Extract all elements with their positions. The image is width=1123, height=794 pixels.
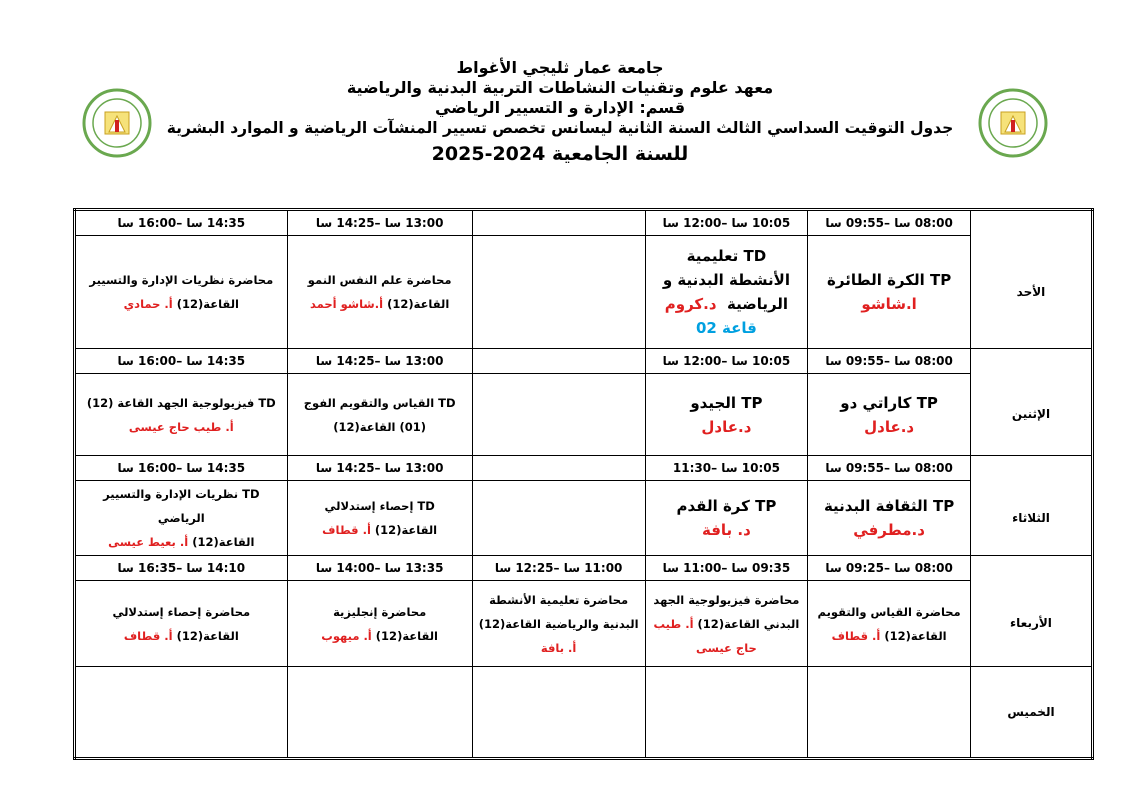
time-slot: 08:00 سا –09:25 سا — [808, 556, 971, 581]
session-cell: محاضرة القياس والتقويم القاعة(12) أ. قطاف — [808, 581, 971, 667]
university-name: جامعة عمار ثليجي الأغواط — [456, 58, 664, 77]
sunday-time-row — [75, 210, 1093, 236]
empty-cell — [645, 667, 808, 759]
session-cell: TP كرة القدم د. بافة — [645, 481, 808, 556]
session-cell: محاضرة تعليمية الأنشطة البدنية والرياضية القاعة(12) أ. بافة — [472, 581, 645, 667]
time-slot: 09:35 سا –11:00 سا — [645, 556, 808, 581]
empty-cell — [287, 667, 472, 759]
university-seal-logo-left — [82, 88, 152, 158]
time-slot: 13:00 سا –14:25 سا — [287, 210, 472, 236]
monday-content-row — [75, 374, 1093, 456]
time-slot: 08:00 سا –09:55 سا — [808, 349, 971, 374]
tuesday-time-row — [75, 456, 1093, 481]
day-label-tuesday: الثلاثاء — [970, 481, 1092, 556]
monday-time-row — [75, 349, 1093, 374]
time-slot — [472, 456, 645, 481]
day-label-thursday: الخميس — [970, 667, 1092, 759]
day-label-monday: الإثنين — [970, 374, 1092, 456]
session-cell: TP كاراتي دو د.عادل — [808, 374, 971, 456]
session-cell: محاضرة فيزيولوجية الجهد البدني القاعة(12) أ. طيب حاج عيسى — [645, 581, 808, 667]
day-cell-top — [970, 456, 1092, 481]
empty-cell — [472, 667, 645, 759]
session-cell: TD نظريات الإدارة والتسيير الرياضي القاعة(12) أ. بعيط عيسى — [75, 481, 288, 556]
time-slot: 13:35 سا –14:00 سا — [287, 556, 472, 581]
time-slot: 14:35 سا –16:00 سا — [75, 456, 288, 481]
empty-cell — [75, 667, 288, 759]
time-slot — [472, 210, 645, 236]
time-slot: 14:35 سا –16:00 سا — [75, 349, 288, 374]
wednesday-content-row — [75, 581, 1093, 667]
session-cell: TP الثقافة البدنية د.مطرفي — [808, 481, 971, 556]
time-slot: 13:00 سا –14:25 سا — [287, 349, 472, 374]
day-cell-top — [970, 210, 1092, 236]
tuesday-content-row — [75, 481, 1093, 556]
wednesday-time-row — [75, 556, 1093, 581]
session-cell: TD إحصاء إستدلالي القاعة(12) أ. قطاف — [287, 481, 472, 556]
time-slot: 14:10 سا –16:35 سا — [75, 556, 288, 581]
university-seal-logo-right — [978, 88, 1048, 158]
department-name: قسم: الإدارة و التسيير الرياضي — [434, 98, 686, 117]
day-cell-top — [970, 349, 1092, 374]
empty-cell — [472, 374, 645, 456]
session-cell: محاضرة علم النفس النمو القاعة(12) أ.شاشو أحمد — [287, 236, 472, 349]
time-slot: 10:05 سا –12:00 سا — [645, 349, 808, 374]
time-slot: 13:00 سا –14:25 سا — [287, 456, 472, 481]
schedule-header — [140, 58, 980, 167]
time-slot: 08:00 سا –09:55 سا — [808, 210, 971, 236]
time-slot: 11:00 سا –12:25 سا — [472, 556, 645, 581]
session-cell: محاضرة إنجليزية القاعة(12) أ. ميهوب — [287, 581, 472, 667]
day-cell-top — [970, 556, 1092, 581]
schedule-title: جدول التوقيت السداسي الثالث السنة الثانية ليسانس تخصص تسيير المنشآت الرياضية و الموارد البشرية — [166, 119, 954, 137]
institute-name: معهد علوم وتقنيات النشاطات التربية البدنية والرياضية — [346, 78, 774, 97]
academic-year: للسنة الجامعية 2024-2025 — [431, 143, 689, 165]
thursday-row — [75, 667, 1093, 759]
session-cell: TD فيزيولوجية الجهد القاعة (12) أ. طيب حاج عيسى — [75, 374, 288, 456]
time-slot: 10:05 سا –11:30 — [645, 456, 808, 481]
time-slot: 10:05 سا –12:00 سا — [645, 210, 808, 236]
sunday-content-row — [75, 236, 1093, 349]
session-cell: TP الجيدو د.عادل — [645, 374, 808, 456]
empty-cell — [808, 667, 971, 759]
session-cell: محاضرة إحصاء إستدلالي القاعة(12) أ. قطاف — [75, 581, 288, 667]
session-cell: TP الكرة الطائرة ا.شاشو — [808, 236, 971, 349]
day-label-wednesday: الأربعاء — [970, 581, 1092, 667]
session-cell: محاضرة نظريات الإدارة والتسيير القاعة(12) أ. حمادي — [75, 236, 288, 349]
session-cell: TD تعليمية الأنشطة البدنية و الرياضية د.كروم قاعة 02 — [645, 236, 808, 349]
session-cell: TD القياس والتقويم الفوج (01) القاعة(12) — [287, 374, 472, 456]
time-slot — [472, 349, 645, 374]
empty-cell — [472, 236, 645, 349]
day-label-sunday: الأحد — [970, 236, 1092, 349]
empty-cell — [472, 481, 645, 556]
time-slot: 08:00 سا –09:55 سا — [808, 456, 971, 481]
timetable — [73, 208, 1094, 743]
time-slot: 14:35 سا –16:00 سا — [75, 210, 288, 236]
